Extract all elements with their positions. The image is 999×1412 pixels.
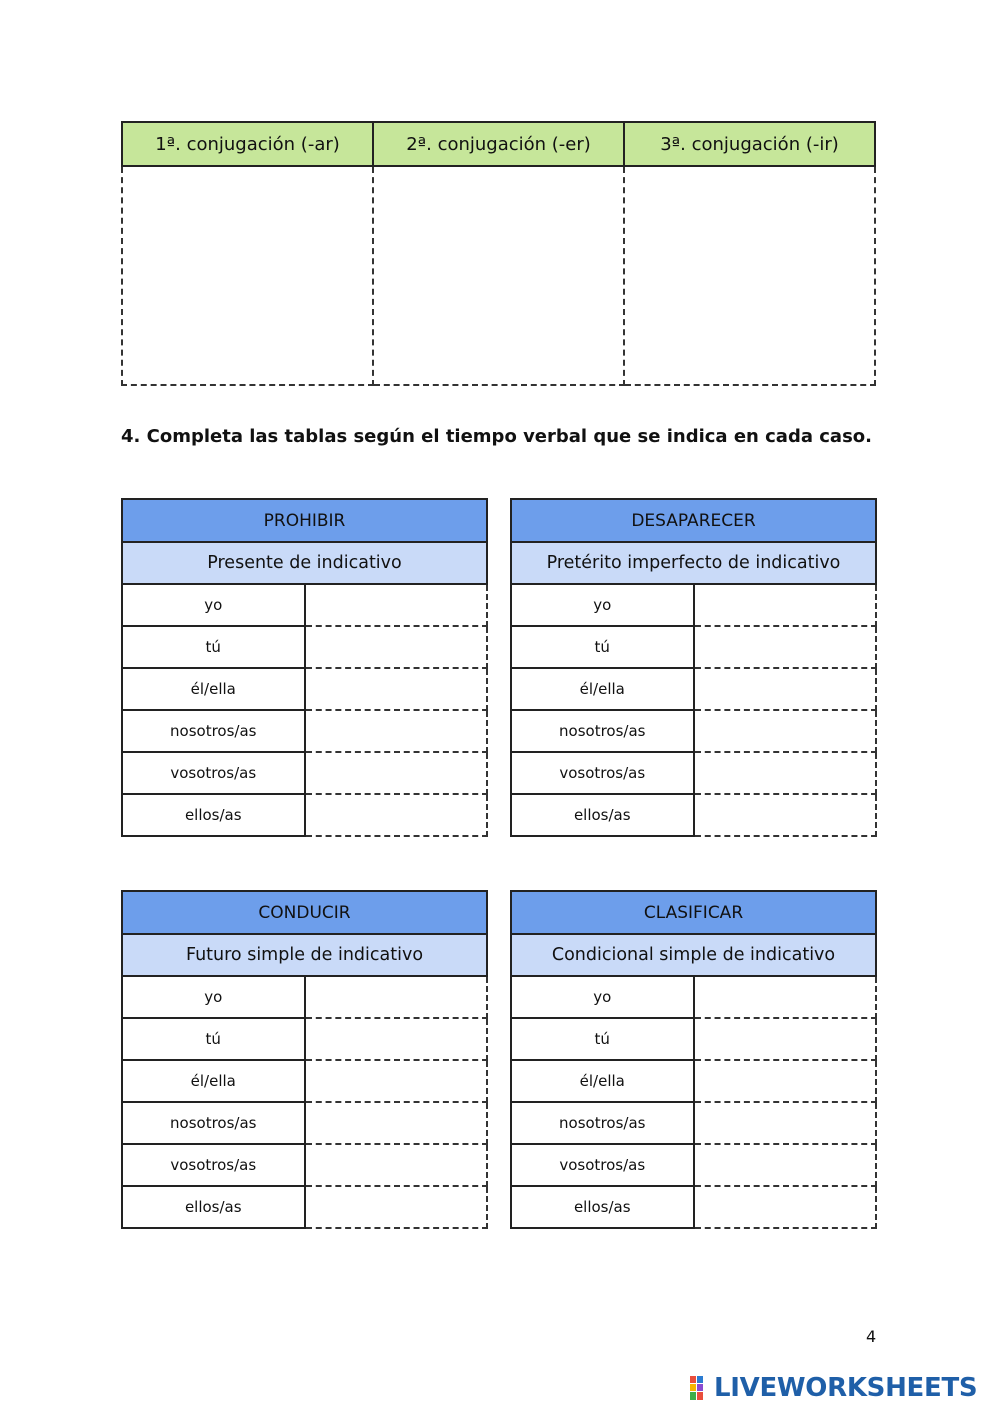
conjugation-input[interactable] bbox=[694, 752, 877, 794]
conjugation-input[interactable] bbox=[305, 1144, 488, 1186]
pronoun-label: nosotros/as bbox=[511, 1102, 694, 1144]
pronoun-label: ellos/as bbox=[122, 1186, 305, 1228]
liveworksheets-icon bbox=[690, 1376, 712, 1400]
pronoun-label: él/ella bbox=[511, 668, 694, 710]
pronoun-label: él/ella bbox=[122, 1060, 305, 1102]
conjugation-input[interactable] bbox=[305, 1102, 488, 1144]
pronoun-label: vosotros/as bbox=[122, 752, 305, 794]
verb-title: DESAPARECER bbox=[511, 499, 876, 542]
conjugation-input[interactable] bbox=[694, 1018, 877, 1060]
verb-table-3 bbox=[121, 890, 488, 1229]
conjugation-input[interactable] bbox=[694, 976, 877, 1018]
conjugation-input[interactable] bbox=[694, 584, 877, 626]
pronoun-label: yo bbox=[511, 976, 694, 1018]
conjugation-input[interactable] bbox=[694, 668, 877, 710]
pronoun-label: él/ella bbox=[511, 1060, 694, 1102]
tense-label: Futuro simple de indicativo bbox=[122, 934, 487, 976]
conjugation-table bbox=[121, 121, 876, 386]
conjugation-answer-box-1[interactable] bbox=[122, 166, 373, 385]
verb-table-4 bbox=[510, 890, 877, 1229]
pronoun-label: yo bbox=[122, 976, 305, 1018]
conjugation-answer-box-2[interactable] bbox=[373, 166, 624, 385]
conjugation-input[interactable] bbox=[694, 710, 877, 752]
verb-table-1 bbox=[121, 498, 488, 837]
conjugation-header-1: 1ª. conjugación (-ar) bbox=[122, 122, 373, 166]
conjugation-input[interactable] bbox=[305, 668, 488, 710]
pronoun-label: ellos/as bbox=[122, 794, 305, 836]
pronoun-label: tú bbox=[511, 1018, 694, 1060]
conjugation-input[interactable] bbox=[694, 1186, 877, 1228]
conjugation-input[interactable] bbox=[694, 1144, 877, 1186]
conjugation-header-3: 3ª. conjugación (-ir) bbox=[624, 122, 875, 166]
pronoun-label: él/ella bbox=[122, 668, 305, 710]
brand-name: LIVEWORKSHEETS bbox=[714, 1373, 978, 1403]
verb-title: PROHIBIR bbox=[122, 499, 487, 542]
tense-label: Presente de indicativo bbox=[122, 542, 487, 584]
pronoun-label: tú bbox=[511, 626, 694, 668]
conjugation-input[interactable] bbox=[694, 1060, 877, 1102]
conjugation-input[interactable] bbox=[305, 976, 488, 1018]
tense-label: Pretérito imperfecto de indicativo bbox=[511, 542, 876, 584]
verb-table-2 bbox=[510, 498, 877, 837]
pronoun-label: nosotros/as bbox=[122, 710, 305, 752]
pronoun-label: yo bbox=[511, 584, 694, 626]
pronoun-label: nosotros/as bbox=[122, 1102, 305, 1144]
pronoun-label: nosotros/as bbox=[511, 710, 694, 752]
conjugation-input[interactable] bbox=[694, 794, 877, 836]
pronoun-label: vosotros/as bbox=[511, 1144, 694, 1186]
conjugation-input[interactable] bbox=[305, 626, 488, 668]
exercise-instruction: 4. Completa las tablas según el tiempo verbal que se indica en cada caso. bbox=[121, 426, 872, 447]
conjugation-input[interactable] bbox=[305, 752, 488, 794]
page-number: 4 bbox=[866, 1327, 877, 1346]
verb-title: CLASIFICAR bbox=[511, 891, 876, 934]
conjugation-input[interactable] bbox=[305, 1060, 488, 1102]
pronoun-label: ellos/as bbox=[511, 794, 694, 836]
conjugation-input[interactable] bbox=[694, 626, 877, 668]
conjugation-input[interactable] bbox=[305, 710, 488, 752]
conjugation-header-2: 2ª. conjugación (-er) bbox=[373, 122, 624, 166]
tense-label: Condicional simple de indicativo bbox=[511, 934, 876, 976]
conjugation-input[interactable] bbox=[694, 1102, 877, 1144]
pronoun-label: ellos/as bbox=[511, 1186, 694, 1228]
conjugation-input[interactable] bbox=[305, 794, 488, 836]
verb-title: CONDUCIR bbox=[122, 891, 487, 934]
pronoun-label: yo bbox=[122, 584, 305, 626]
conjugation-input[interactable] bbox=[305, 584, 488, 626]
pronoun-label: tú bbox=[122, 1018, 305, 1060]
brand-logo bbox=[690, 1372, 977, 1404]
pronoun-label: tú bbox=[122, 626, 305, 668]
conjugation-input[interactable] bbox=[305, 1018, 488, 1060]
pronoun-label: vosotros/as bbox=[122, 1144, 305, 1186]
pronoun-label: vosotros/as bbox=[511, 752, 694, 794]
conjugation-answer-box-3[interactable] bbox=[624, 166, 875, 385]
conjugation-input[interactable] bbox=[305, 1186, 488, 1228]
